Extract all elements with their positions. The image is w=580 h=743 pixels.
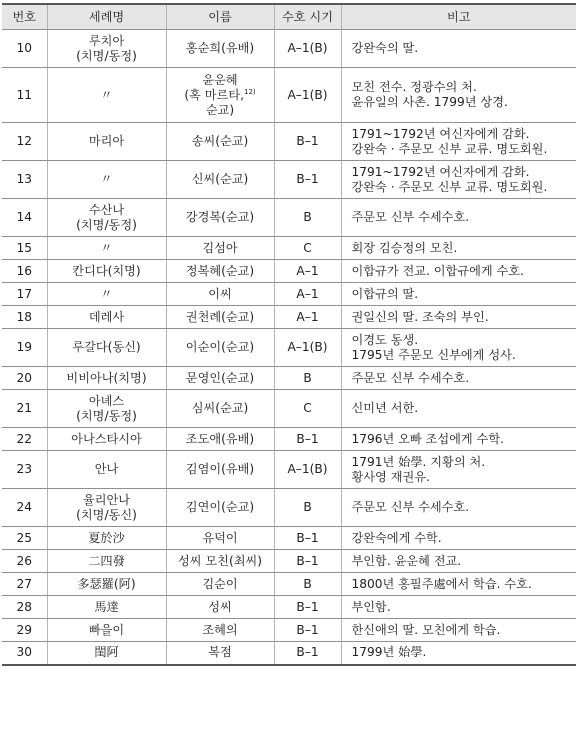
cell-note-text: 부인함. — [351, 599, 391, 614]
cell-note — [341, 428, 576, 451]
table-row — [2, 451, 576, 489]
cell-period — [274, 390, 341, 428]
cell-period-text: B–1 — [296, 172, 319, 186]
cell-baptismal-name — [47, 550, 166, 573]
martyr-table — [2, 3, 576, 666]
table-row — [2, 329, 576, 367]
cell-number — [2, 367, 47, 390]
cell-period — [274, 428, 341, 451]
cell-number — [2, 161, 47, 199]
cell-number — [2, 527, 47, 550]
cell-name-text: 강경복(순교) — [185, 210, 255, 224]
cell-period-text: B — [303, 576, 312, 591]
cell-baptismal-name — [47, 329, 166, 367]
cell-baptismal-name-text: 비비아나(치명) — [66, 370, 147, 385]
cell-period — [274, 527, 341, 550]
cell-number-text: 14 — [16, 210, 32, 224]
cell-number-text: 24 — [16, 500, 32, 514]
cell-note — [341, 161, 576, 199]
table-row — [2, 199, 576, 237]
cell-period — [274, 306, 341, 329]
cell-note — [341, 642, 576, 665]
cell-period — [274, 237, 341, 260]
cell-number — [2, 550, 47, 573]
cell-period-text: A–1(B) — [287, 340, 328, 354]
cell-note — [341, 260, 576, 283]
cell-baptismal-name — [47, 161, 166, 199]
cell-baptismal-name — [47, 390, 166, 428]
cell-number-text: 26 — [16, 553, 32, 568]
cell-number — [2, 30, 47, 68]
cell-name-text: 김순이 — [202, 576, 238, 591]
cell-number — [2, 642, 47, 665]
cell-name — [166, 642, 274, 665]
cell-note — [341, 329, 576, 367]
cell-note — [341, 68, 576, 123]
cell-name — [166, 329, 274, 367]
cell-number-text: 15 — [16, 240, 32, 255]
cell-number — [2, 451, 47, 489]
cell-baptismal-name-text: 빠을이 — [88, 622, 125, 637]
cell-note-text: 1791~1792년 여신자에게 감화. 강완숙 · 주문모 신부 교류. 명도회원. — [351, 126, 548, 156]
cell-period-text: B–1 — [296, 431, 319, 446]
cell-note — [341, 489, 576, 527]
cell-note-text: 1799년 始學. — [351, 645, 427, 660]
cell-baptismal-name-text: 二四發 — [88, 553, 125, 568]
cell-period — [274, 30, 341, 68]
cell-baptismal-name-text: 칸디다(치명) — [72, 263, 141, 278]
cell-name-text: 홍순희(유배) — [185, 41, 255, 55]
cell-name — [166, 451, 274, 489]
cell-name — [166, 489, 274, 527]
cell-number-text: 13 — [16, 172, 32, 186]
cell-number — [2, 489, 47, 527]
cell-note — [341, 451, 576, 489]
cell-baptismal-name-text: 수산나 (치명/동정) — [76, 202, 137, 232]
cell-note — [341, 596, 576, 619]
cell-number-text: 19 — [16, 340, 32, 354]
cell-note-text: 부인함. 윤운혜 전교. — [351, 553, 462, 568]
cell-number — [2, 306, 47, 329]
cell-baptismal-name-text: 馬達 — [94, 599, 119, 614]
cell-period-text: B–1 — [296, 553, 319, 568]
cell-period-text: C — [303, 240, 312, 255]
cell-name — [166, 30, 274, 68]
table-body — [2, 30, 576, 665]
cell-name — [166, 596, 274, 619]
table-row — [2, 123, 576, 161]
header-number: 번호 — [2, 4, 47, 30]
cell-baptismal-name-text: 閨阿 — [94, 645, 119, 660]
cell-note — [341, 550, 576, 573]
cell-period-text: A–1(B) — [287, 462, 328, 476]
cell-baptismal-name-text: 데레사 — [88, 309, 125, 324]
table-row — [2, 367, 576, 390]
cell-name-text: 정복혜(순교) — [185, 263, 255, 278]
cell-baptismal-name — [47, 306, 166, 329]
cell-period-text: A–1 — [296, 286, 319, 301]
header-name: 이름 — [166, 4, 274, 30]
cell-baptismal-name — [47, 642, 166, 665]
table-row — [2, 260, 576, 283]
cell-number-text: 18 — [16, 309, 32, 324]
cell-name — [166, 367, 274, 390]
cell-baptismal-name — [47, 237, 166, 260]
cell-baptismal-name-text: 多瑟羅(阿) — [77, 576, 136, 591]
cell-baptismal-name — [47, 489, 166, 527]
table-row — [2, 550, 576, 573]
cell-number — [2, 260, 47, 283]
header-baptismal-name: 세례명 — [47, 4, 166, 30]
cell-baptismal-name-text: 안나 — [94, 462, 119, 476]
cell-period — [274, 260, 341, 283]
cell-name-text: 유덕이 — [202, 530, 238, 545]
cell-note — [341, 283, 576, 306]
cell-number-text: 17 — [16, 286, 32, 301]
cell-note-text: 1791~1792년 여신자에게 감화. 강완숙 · 주문모 신부 교류. 명도회원. — [351, 164, 548, 194]
cell-number — [2, 390, 47, 428]
cell-name — [166, 390, 274, 428]
cell-baptismal-name-text: 루갈다(동신) — [72, 340, 141, 354]
cell-number-text: 27 — [16, 576, 32, 591]
cell-baptismal-name-text: 〃 — [100, 87, 113, 102]
cell-name — [166, 161, 274, 199]
cell-baptismal-name-text: 루치아 (치명/동정) — [76, 33, 137, 63]
table-row — [2, 283, 576, 306]
cell-number-text: 21 — [16, 401, 32, 415]
cell-name-text: 복점 — [208, 645, 232, 660]
cell-number-text: 23 — [16, 462, 32, 476]
cell-baptismal-name — [47, 260, 166, 283]
cell-note — [341, 123, 576, 161]
cell-name — [166, 306, 274, 329]
cell-baptismal-name — [47, 123, 166, 161]
cell-note-text: 한신애의 딸. 모친에게 학습. — [351, 622, 501, 637]
cell-name — [166, 199, 274, 237]
cell-name-text: 신씨(순교) — [191, 172, 249, 186]
cell-note — [341, 390, 576, 428]
cell-note-text: 강완숙에게 수학. — [351, 530, 442, 545]
table-row — [2, 573, 576, 596]
cell-baptismal-name-text: 〃 — [100, 240, 113, 255]
cell-period-text: B–1 — [296, 645, 319, 660]
cell-period — [274, 596, 341, 619]
table-row — [2, 642, 576, 665]
cell-name-tail: 순교) — [205, 102, 235, 117]
cell-baptismal-name-text: 아녜스 (치명/동정) — [76, 393, 137, 423]
cell-number-text: 10 — [16, 41, 32, 55]
cell-note-text: 강완숙의 딸. — [351, 41, 419, 55]
cell-baptismal-name — [47, 527, 166, 550]
cell-period-text: B–1 — [296, 530, 319, 545]
cell-number — [2, 283, 47, 306]
table-row — [2, 489, 576, 527]
cell-note-text: 주문모 신부 수세수호. — [351, 210, 470, 224]
cell-number-text: 22 — [16, 431, 32, 446]
cell-name-text: 김염이(유배) — [185, 462, 255, 476]
cell-number — [2, 199, 47, 237]
cell-period — [274, 199, 341, 237]
cell-baptismal-name-text: 율리안나 (치명/동신) — [76, 492, 137, 522]
cell-period-text: A–1(B) — [287, 87, 328, 102]
table-row — [2, 527, 576, 550]
cell-note — [341, 573, 576, 596]
cell-note-text: 신미년 서한. — [351, 401, 419, 415]
cell-baptismal-name-text: 夏於沙 — [88, 530, 125, 545]
cell-baptismal-name — [47, 596, 166, 619]
cell-period — [274, 573, 341, 596]
cell-period-text: B–1 — [296, 134, 319, 148]
cell-number-text: 28 — [16, 599, 32, 614]
cell-note — [341, 199, 576, 237]
cell-number-text: 30 — [16, 645, 32, 660]
cell-name-text: 이순이(순교) — [185, 340, 255, 354]
cell-name — [166, 573, 274, 596]
cell-note-text: 이합규의 딸. — [351, 286, 419, 301]
cell-note-text: 1800년 홍필주處에서 학습. 수호. — [351, 576, 532, 591]
cell-baptismal-name-text: 마리아 — [88, 134, 125, 148]
cell-name-text: 문영인(순교) — [185, 370, 255, 385]
cell-number — [2, 428, 47, 451]
cell-number — [2, 619, 47, 642]
cell-baptismal-name-text: 아나스타시아 — [71, 431, 142, 446]
cell-period-text: B — [303, 500, 312, 514]
cell-baptismal-name — [47, 283, 166, 306]
cell-name-text: 조혜의 — [202, 622, 238, 637]
cell-note-text: 이합규가 전교. 이합규에게 수호. — [351, 263, 524, 278]
footnote-marker: 12) — [243, 87, 256, 96]
cell-number-text: 16 — [16, 263, 32, 278]
cell-name — [166, 619, 274, 642]
cell-period — [274, 329, 341, 367]
cell-number-text: 29 — [16, 622, 32, 637]
cell-number-text: 20 — [16, 370, 32, 385]
cell-name-text: 성씨 — [208, 599, 232, 614]
cell-baptismal-name-text: 〃 — [100, 172, 113, 186]
cell-note — [341, 367, 576, 390]
cell-baptismal-name — [47, 199, 166, 237]
cell-baptismal-name — [47, 428, 166, 451]
header-period: 수호 시기 — [274, 4, 341, 30]
table-row — [2, 306, 576, 329]
cell-period — [274, 550, 341, 573]
cell-baptismal-name — [47, 68, 166, 123]
cell-period-text: C — [303, 401, 312, 415]
cell-period — [274, 642, 341, 665]
cell-name-text: 심씨(순교) — [191, 401, 249, 415]
table-row — [2, 30, 576, 68]
table-row — [2, 68, 576, 123]
cell-period — [274, 68, 341, 123]
cell-name — [166, 428, 274, 451]
cell-name-text: 성씨 모친(최씨) — [177, 553, 263, 568]
cell-name-text: 조도애(유배) — [185, 431, 255, 446]
cell-baptismal-name — [47, 30, 166, 68]
cell-name — [166, 527, 274, 550]
cell-period-text: B–1 — [296, 622, 319, 637]
cell-note-text: 주문모 신부 수세수호. — [351, 370, 470, 385]
cell-period — [274, 489, 341, 527]
cell-note — [341, 527, 576, 550]
cell-period-text: A–1 — [296, 309, 319, 324]
table-row — [2, 619, 576, 642]
cell-note-text: 이경도 동생. 1795년 주문모 신부에게 성사. — [351, 332, 516, 362]
table-header — [2, 4, 576, 30]
cell-name-text: 김섬아 — [202, 240, 238, 255]
cell-number — [2, 596, 47, 619]
cell-note-text: 주문모 신부 수세수호. — [351, 500, 470, 514]
cell-period-text: B — [303, 210, 312, 224]
cell-note-text: 권일신의 딸. 조숙의 부인. — [351, 309, 489, 324]
cell-name-text: 이씨 — [208, 286, 232, 301]
cell-name-text: 권천례(순교) — [185, 309, 255, 324]
cell-note — [341, 237, 576, 260]
cell-note-text: 1796년 오빠 조섭에게 수학. — [351, 431, 504, 446]
cell-number — [2, 68, 47, 123]
cell-name-text: 송씨(순교) — [191, 134, 249, 148]
cell-period — [274, 283, 341, 306]
table-row — [2, 596, 576, 619]
cell-period — [274, 367, 341, 390]
cell-baptismal-name — [47, 573, 166, 596]
cell-name — [166, 283, 274, 306]
cell-baptismal-name-text: 〃 — [100, 286, 113, 301]
cell-note-text: 회장 김승정의 모친. — [351, 240, 458, 255]
cell-name — [166, 260, 274, 283]
header-row — [2, 4, 576, 30]
cell-period — [274, 451, 341, 489]
cell-period — [274, 123, 341, 161]
cell-number — [2, 237, 47, 260]
cell-number-text: 11 — [16, 87, 32, 102]
cell-note — [341, 306, 576, 329]
cell-number — [2, 123, 47, 161]
cell-number — [2, 573, 47, 596]
cell-baptismal-name — [47, 619, 166, 642]
cell-number-text: 25 — [16, 530, 32, 545]
table-row — [2, 237, 576, 260]
cell-name — [166, 237, 274, 260]
cell-name-text: 윤운혜 (혹 마르타, — [184, 72, 244, 102]
cell-name — [166, 550, 274, 573]
cell-name-text: 김연이(순교) — [185, 500, 255, 514]
cell-note — [341, 619, 576, 642]
cell-name — [166, 68, 274, 123]
cell-name — [166, 123, 274, 161]
cell-period-text: A–1(B) — [287, 41, 328, 55]
cell-note — [341, 30, 576, 68]
cell-number — [2, 329, 47, 367]
cell-period-text: B — [303, 370, 312, 385]
cell-period — [274, 619, 341, 642]
cell-baptismal-name — [47, 451, 166, 489]
header-note: 비고 — [341, 4, 576, 30]
cell-note-text: 모친 전수. 정광수의 처. 윤유일의 사촌. 1799년 상경. — [351, 80, 508, 109]
cell-number-text: 12 — [16, 134, 32, 148]
cell-note-text: 1791년 始學. 지황의 처. 황사영 재권유. — [351, 454, 486, 484]
cell-baptismal-name — [47, 367, 166, 390]
table-row — [2, 161, 576, 199]
cell-period-text: B–1 — [296, 599, 319, 614]
cell-period-text: A–1 — [296, 263, 319, 278]
table-row — [2, 428, 576, 451]
cell-period — [274, 161, 341, 199]
table-row — [2, 390, 576, 428]
